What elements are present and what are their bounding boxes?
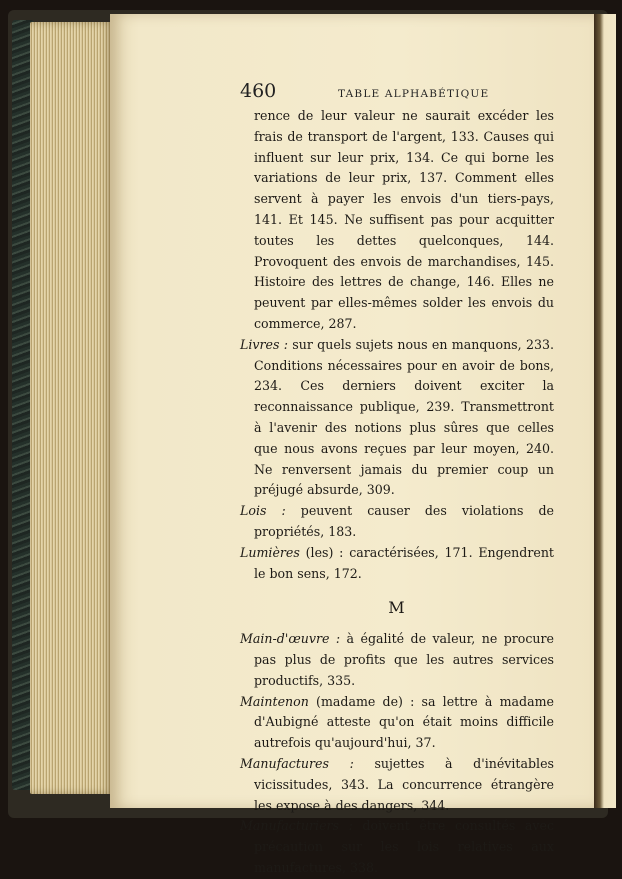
page-number: 460: [240, 80, 277, 102]
entry-term: Main-d'œuvre :: [240, 631, 341, 647]
index-entry: [240, 816, 554, 878]
entry-text: sur quels sujets nous en manquons, 233. Conditions nécessaires pour en avoir de bons, 234. Ces derniers doivent exciter la reconnaissance publique, 239. Transmettront à l'avenir des notions plus sûres que celles que nous avons reçues par leur moyen, 240. Ne renversent jamais du premier coup un préjugé absurde, 309.: [254, 336, 554, 498]
entry-term: Maintenon: [240, 693, 309, 709]
index-entry: [240, 106, 554, 335]
page-block-edges: [30, 22, 114, 794]
index-entry: [240, 543, 554, 585]
running-head: TABLE ALPHABÉTIQUE: [338, 88, 490, 100]
entry-text: peuvent causer des violations de propriétés, 183.: [254, 503, 554, 539]
index-entry: [240, 335, 554, 501]
entry-term: Lois :: [240, 503, 286, 519]
index-entry: [240, 629, 554, 691]
entry-term: Manufactures :: [240, 755, 354, 771]
entry-text: (les) : caractérisées, 171. Engendrent le bon sens, 172.: [254, 544, 554, 581]
facing-page-edge: [594, 14, 616, 808]
entry-term: Livres :: [240, 336, 288, 352]
entry-text: (madame de) : sa lettre à madame d'Aubigné atteste qu'on était moins difficile autrefois qu'aujourd'hui, 37.: [254, 693, 554, 751]
section-letter: M: [388, 598, 406, 618]
entry-text: à égalité de valeur, ne procure pas plus de profits que les autres services productifs, 335.: [254, 631, 554, 688]
entry-text: sujettes à d'inévitables vicissitudes, 343. La concurrence étrangère les expose à des dangers, 344.: [254, 755, 554, 813]
entry-text: doivent être consultés avec précaution sur les lois relatives aux manufactures, 338.: [254, 818, 554, 875]
index-entry: [240, 754, 554, 816]
entry-term: Manufacturiers :: [240, 818, 353, 834]
entry-term: Lumières: [240, 544, 300, 560]
index-entry: [240, 501, 554, 543]
entry-text: rence de leur valeur ne saurait excéder les frais de transport de l'argent, 133. Causes qui influent sur leur prix, 134. Ce qui borne les variations de leur prix, 137. Comment elles servent à payer les envois d'un tiers-pays, 141. Et 145. Ne suffisent pas pour acquitter toutes les dettes quelconques, 144. Provoquent des envois de marchandises, 145. Histoire des lettres de change, 146. Elles ne peuvent par elles-mêmes solder les envois du commerce, 287.: [254, 108, 554, 331]
index-content: [240, 106, 554, 879]
index-entry: [240, 692, 554, 754]
